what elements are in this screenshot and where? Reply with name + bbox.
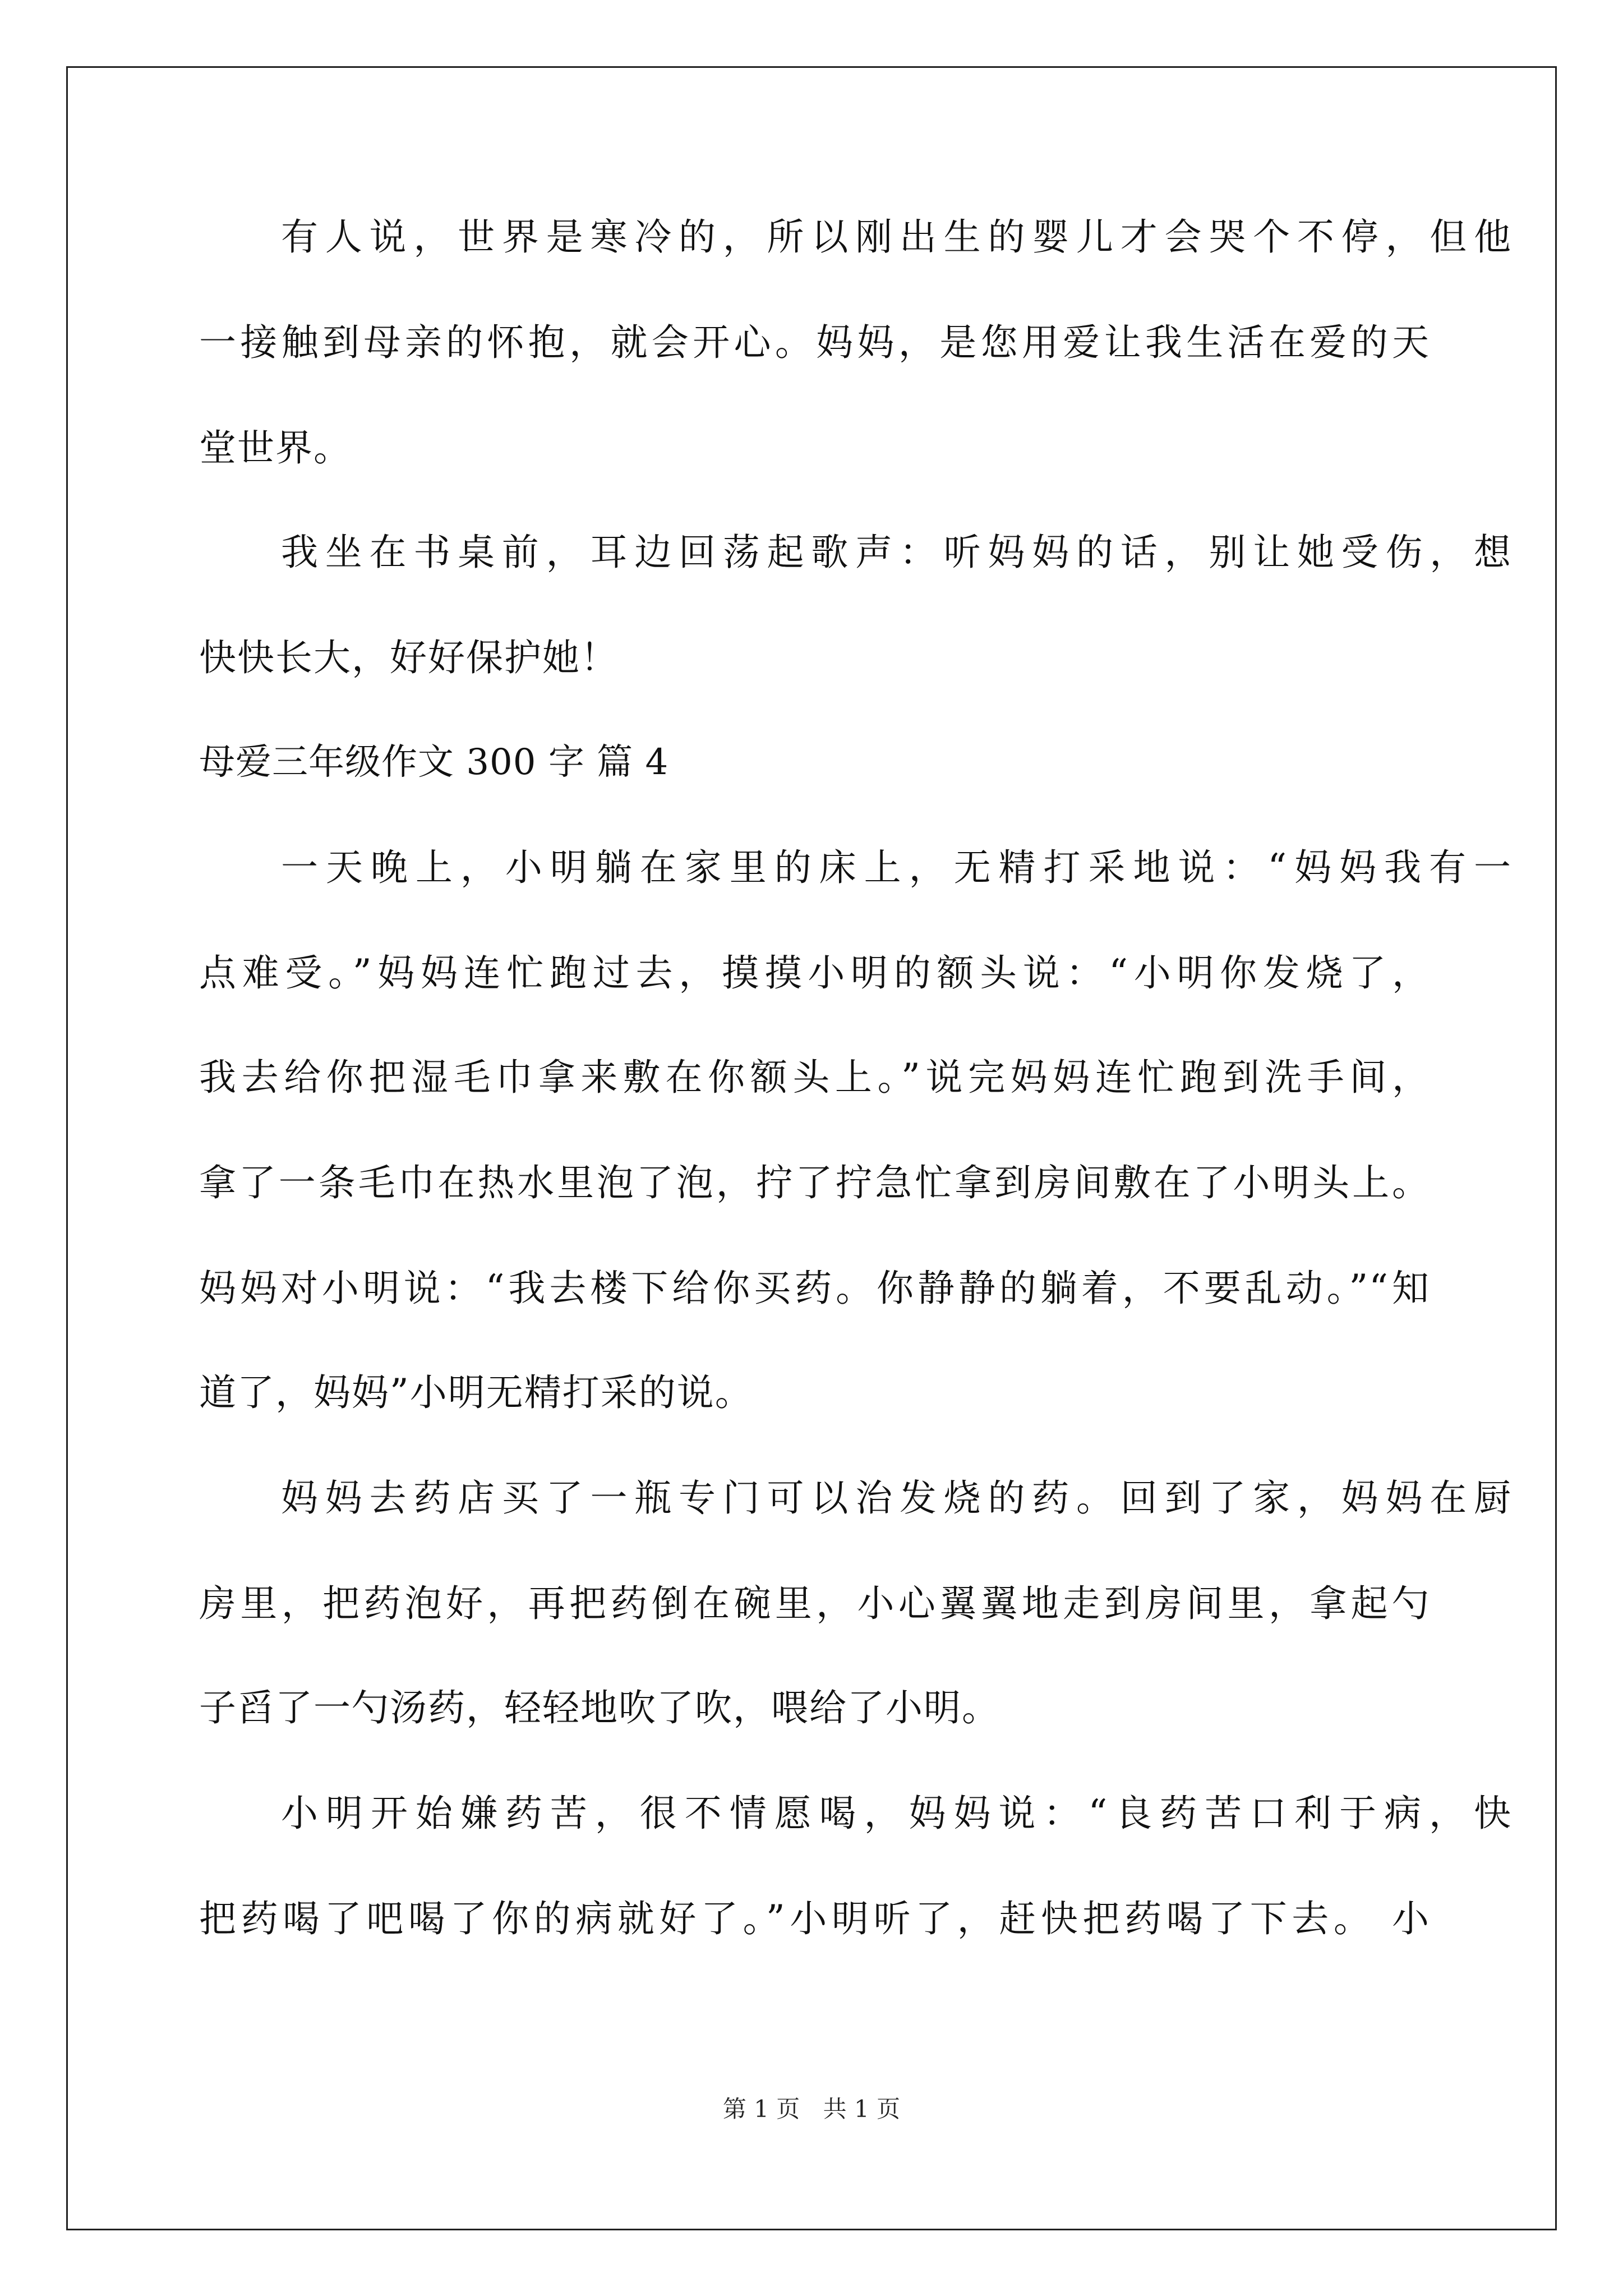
paragraph-line: 我坐在书桌前，耳边回荡起歌声：听妈妈的话，别让她受伤，想 [281, 531, 1512, 574]
paragraph-line: 点难受。”妈妈连忙跑过去，摸摸小明的额头说：“小明你发烧了， [199, 951, 1430, 995]
section-heading: 母爱三年级作文 300 字 篇 4 [199, 742, 669, 783]
paragraph-line: 我去给你把湿毛巾拿来敷在你额头上。”说完妈妈连忙跑到洗手间， [199, 1056, 1430, 1099]
paragraph-line: 有人说，世界是寒冷的，所以刚出生的婴儿才会哭个不停，但他 [281, 215, 1512, 259]
page-footer [0, 2092, 1623, 2126]
paragraph-line: 子舀了一勺汤药，轻轻地吹了吹，喂给了小明。 [199, 1686, 1000, 1729]
paragraph-line: 小明开始嫌药苦，很不情愿喝，妈妈说：“良药苦口利于病，快 [281, 1792, 1512, 1835]
paragraph-line: 快快长大，好好保护她！ [199, 636, 619, 679]
page-number: 第 1 页 [722, 2095, 800, 2123]
paragraph-line: 把药喝了吧喝了你的病就好了。”小明听了，赶快把药喝了下去。 小 [199, 1897, 1430, 1940]
paragraph-line: 房里，把药泡好，再把药倒在碗里，小心翼翼地走到房间里，拿起勺 [199, 1582, 1430, 1625]
page-total: 共 1 页 [823, 2095, 901, 2123]
paragraph-line: 一天晚上，小明躺在家里的床上，无精打采地说：“妈妈我有一 [281, 846, 1512, 889]
paragraph-line: 堂世界。 [199, 426, 352, 470]
paragraph-line: 道了，妈妈”小明无精打采的说。 [199, 1371, 753, 1414]
paragraph-line: 妈妈去药店买了一瓶专门可以治发烧的药。回到了家，妈妈在厨 [281, 1476, 1512, 1520]
paragraph-line: 一接触到母亲的怀抱，就会开心。妈妈，是您用爱让我生活在爱的天 [199, 321, 1430, 364]
paragraph-line: 妈妈对小明说：“我去楼下给你买药。你静静的躺着，不要乱动。”“知 [199, 1267, 1430, 1310]
paragraph-line: 拿了一条毛巾在热水里泡了泡，拧了拧急忙拿到房间敷在了小明头上。 [199, 1161, 1430, 1204]
